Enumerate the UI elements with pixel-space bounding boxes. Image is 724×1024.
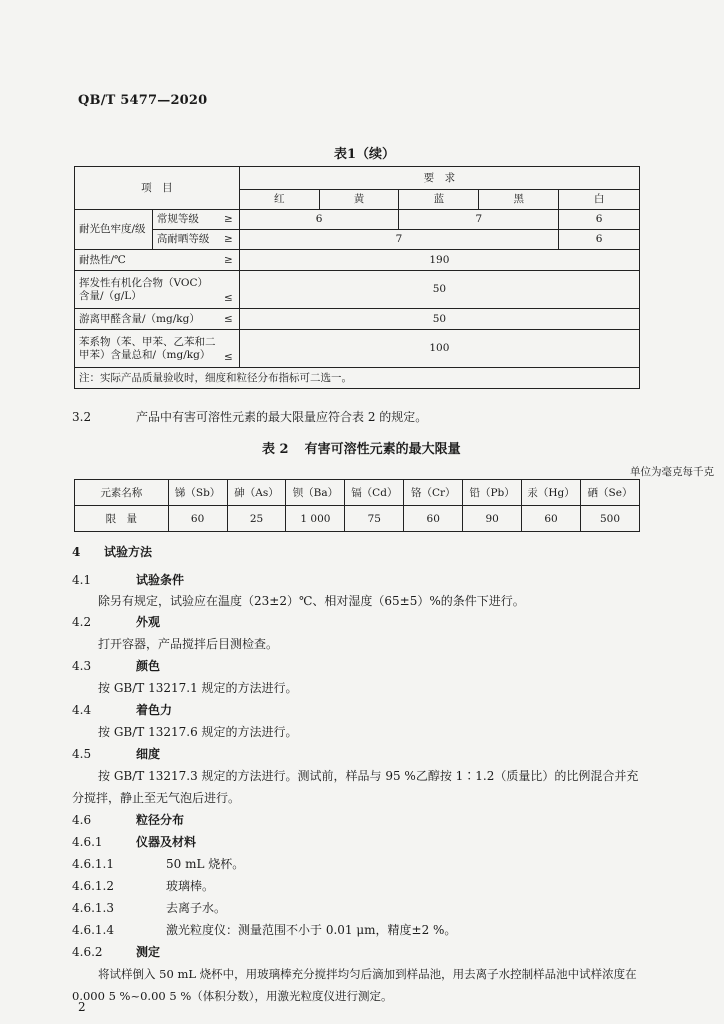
- standard-code: QB/T 5477—2020: [78, 93, 208, 108]
- page-number: 2: [78, 1000, 86, 1014]
- element-se: 硒（Se）: [581, 480, 640, 506]
- section-4-2-text: 打开容器，产品搅拌后目测检查。: [98, 637, 279, 651]
- section-4-3: 4.3 颜色: [72, 659, 161, 673]
- color-white: 白: [559, 190, 640, 210]
- limit-cd: 75: [345, 506, 404, 532]
- section-4-5: 4.5 细度: [72, 747, 161, 761]
- lightfast-normal-blue-black: 7: [399, 210, 559, 230]
- table2-unit: 单位为毫克每千克: [630, 466, 714, 478]
- color-black: 黑: [479, 190, 559, 210]
- element-sb: 锑（Sb）: [168, 480, 227, 506]
- section-4-2: 4.2 外观: [72, 615, 161, 629]
- lightfast-high-white: 6: [559, 230, 640, 250]
- element-cr: 铬（Cr）: [404, 480, 463, 506]
- section-4-6-2: 4.6.2 测定: [72, 945, 161, 959]
- voc-label: 挥发性有机化合物（VOC）含量/（g/L） ≤: [75, 271, 240, 309]
- section-4-4: 4.4 着色力: [72, 703, 173, 717]
- formaldehyde-value: 50: [239, 309, 639, 330]
- section-4-6-2-text: 将试样倒入 50 mL 烧杯中，用玻璃棒充分搅拌均匀后滴加到样品池，用去离子水控制样品池中试样浓度在 0.000 5 %~0.00 5 %（体积分数），用激光粒度仪进行测定。: [72, 967, 637, 1003]
- limit-as: 25: [227, 506, 286, 532]
- heat-value: 190: [239, 250, 639, 271]
- benzene-value: 100: [239, 330, 639, 368]
- lightfast-high-label: 高耐晒等级 ≥: [152, 230, 239, 250]
- element-pb: 铅（Pb）: [463, 480, 522, 506]
- section-4-5-text: 按 GB/T 13217.3 规定的方法进行。测试前，样品与 95 %乙醇按 1∶1.2（质量比）的比例混合并充分搅拌，静止至无气泡后进行。: [72, 769, 639, 805]
- table2-row-label: 限 量: [75, 506, 169, 532]
- lightfast-normal-label: 常规等级 ≥: [152, 210, 239, 230]
- lightfast-high-value: 7: [239, 230, 558, 250]
- color-blue: 蓝: [399, 190, 479, 210]
- lightfast-normal-white: 6: [559, 210, 640, 230]
- section-4-6-1-2: 4.6.1.2 玻璃棒。: [72, 879, 215, 893]
- limit-cr: 60: [404, 506, 463, 532]
- element-as: 砷（As）: [227, 480, 286, 506]
- limit-hg: 60: [522, 506, 581, 532]
- section-3-2: 3.2 产品中有害可溶性元素的最大限量应符合表 2 的规定。: [72, 410, 428, 424]
- section-4-4-text: 按 GB/T 13217.6 规定的方法进行。: [98, 725, 298, 739]
- table2-caption: 表 2 有害可溶性元素的最大限量: [262, 442, 461, 457]
- table2-head-label: 元素名称: [75, 480, 169, 506]
- section-4-6-1-4: 4.6.1.4 激光粒度仪：测量范围不小于 0.01 μm，精度±2 %。: [72, 923, 457, 937]
- limit-ba: 1 000: [286, 506, 345, 532]
- section-4-3-text: 按 GB/T 13217.1 规定的方法进行。: [98, 681, 298, 695]
- limit-se: 500: [581, 506, 640, 532]
- section-4-1-text: 除另有规定，试验应在温度（23±2）℃、相对湿度（65±5）%的条件下进行。: [98, 594, 525, 608]
- color-red: 红: [239, 190, 319, 210]
- table1-note: 注：实际产品质量验收时，细度和粒径分布指标可二选一。: [75, 368, 640, 389]
- color-yellow: 黄: [319, 190, 399, 210]
- col-header-item: 项 目: [75, 167, 240, 210]
- element-ba: 钡（Ba）: [286, 480, 345, 506]
- lightfast-label: 耐光色牢度/级: [75, 210, 153, 250]
- lightfast-normal-red-yellow: 6: [239, 210, 399, 230]
- section-4-6: 4.6 粒径分布: [72, 813, 185, 827]
- table1-caption: 表1（续）: [334, 147, 396, 162]
- element-cd: 镉（Cd）: [345, 480, 404, 506]
- section-4-1: 4.1 试验条件: [72, 573, 185, 587]
- table2: [74, 479, 640, 532]
- section-4: 4 试验方法: [72, 545, 153, 559]
- section-4-6-1-1: 4.6.1.1 50 mL 烧杯。: [72, 857, 245, 871]
- col-header-requirements: 要 求: [239, 167, 639, 190]
- limit-pb: 90: [463, 506, 522, 532]
- section-4-6-1-3: 4.6.1.3 去离子水。: [72, 901, 227, 915]
- table1: [74, 166, 640, 389]
- formaldehyde-label: 游离甲醛含量/（mg/kg） ≤: [75, 309, 240, 330]
- voc-value: 50: [239, 271, 639, 309]
- section-4-6-1: 4.6.1 仪器及材料: [72, 835, 197, 849]
- benzene-label: 苯系物（苯、甲苯、乙苯和二甲苯）含量总和/（mg/kg） ≤: [75, 330, 240, 368]
- limit-sb: 60: [168, 506, 227, 532]
- heat-label: 耐热性/℃ ≥: [75, 250, 240, 271]
- element-hg: 汞（Hg）: [522, 480, 581, 506]
